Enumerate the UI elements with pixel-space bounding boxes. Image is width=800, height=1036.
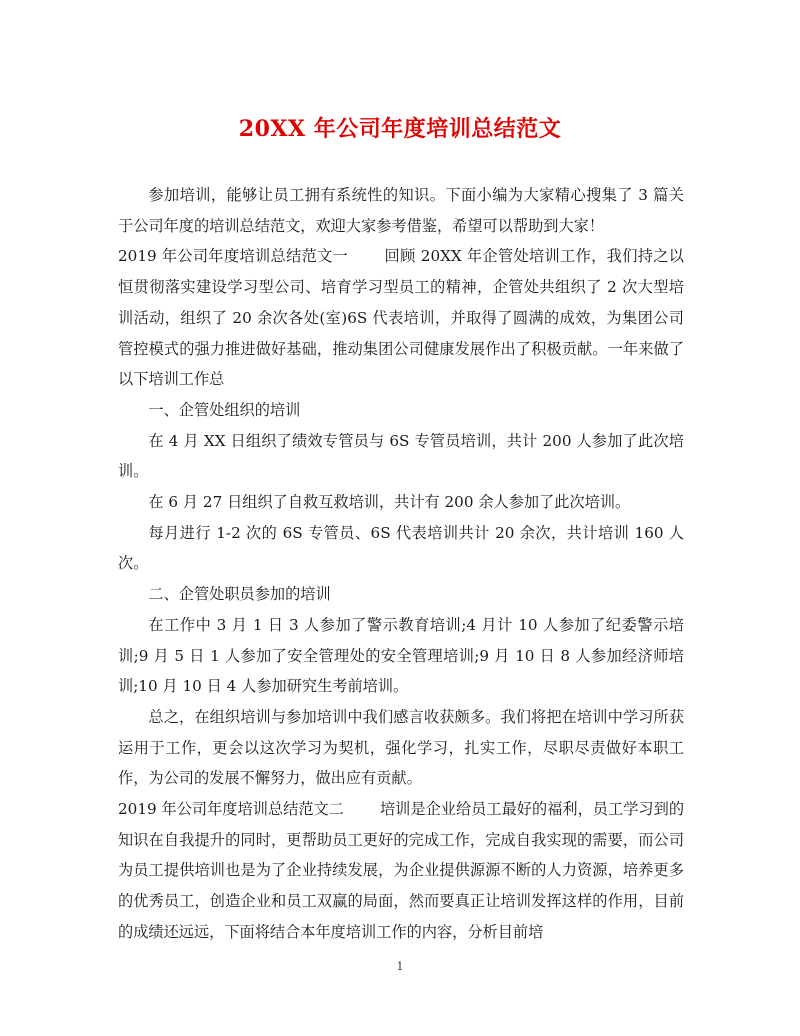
section-two-paragraph <box>118 794 684 948</box>
paragraph-five: 总之，在组织培训与参加培训中我们感言收获颇多。我们将把在培训中学习所获运用于工作，更会以这次学习为契机，强化学习，扎实工作，尽职尽责做好本职工作，为公司的发展不懈努力，做出应有贡献。 <box>118 707 684 788</box>
paragraph-one: 在 4 月 XX 日组织了绩效专管员与 6S 专管员培训，共计 200 人参加了此次培训。 <box>118 431 684 481</box>
paragraph-two: 在 6 月 27 日组织了自救互救培训，共计有 200 余人参加了此次培训。 <box>148 493 631 512</box>
paragraph-four: 在工作中 3 月 1 日 3 人参加了警示教育培训;4 月计 10 人参加了纪委警示培训;9 月 5 日 1 人参加了安全管理处的安全管理培训;9 月 10 日 8 人参加经济师培训;10 月 10 日 4 人参加研究生考前培训。 <box>118 615 684 696</box>
section-two-label: 2019 年公司年度培训总结范文二 <box>118 800 344 819</box>
section-one-label: 2019 年公司年度培训总结范文一 <box>118 247 349 266</box>
section-two-text: 培训是企业给员工最好的福利，员工学习到的知识在自我提升的同时，更帮助员工更好的完成工作，完成自我实现的需要，而公司为员工提供培训也是为了企业持续发展，为企业提供源源不断的人力资源，培养更多的优秀员工，创造企业和员工双赢的局面，然而要真正让培训发挥这样的作用，目前的成绩还远远，下面将结合本年度培训工作的内容，分析目前培 <box>118 800 684 941</box>
heading-one: 一、企管处组织的培训 <box>148 400 301 419</box>
document-title: 20XX 年公司年度培训总结范文 <box>238 116 562 142</box>
page-number: 1 <box>396 960 404 973</box>
document-body <box>118 180 684 948</box>
intro-paragraph: 参加培训，能够让员工拥有系统性的知识。下面小编为大家精心搜集了 3 篇关于公司年度的培训总结范文，欢迎大家参考借鉴，希望可以帮助到大家！ <box>118 186 684 235</box>
section-one-paragraph <box>118 241 684 395</box>
section-one-text: 回顾 20XX 年企管处培训工作，我们持之以恒贯彻落实建设学习型公司、培育学习型员工的精神，企管处共组织了 2 次大型培训活动，组织了 20 余次各处(室)6S 代表培训，并取得了圆满的成效，为集团公司管控模式的强力推进做好基础，推动集团公司健康发展作出了积极贡献。一年来做了以下培训工作总 <box>118 247 684 389</box>
heading-two: 二、企管处职员参加的培训 <box>148 585 331 604</box>
paragraph-three: 每月进行 1-2 次的 6S 专管员、6S 代表培训共计 20 余次，共计培训 160 人次。 <box>118 523 684 573</box>
